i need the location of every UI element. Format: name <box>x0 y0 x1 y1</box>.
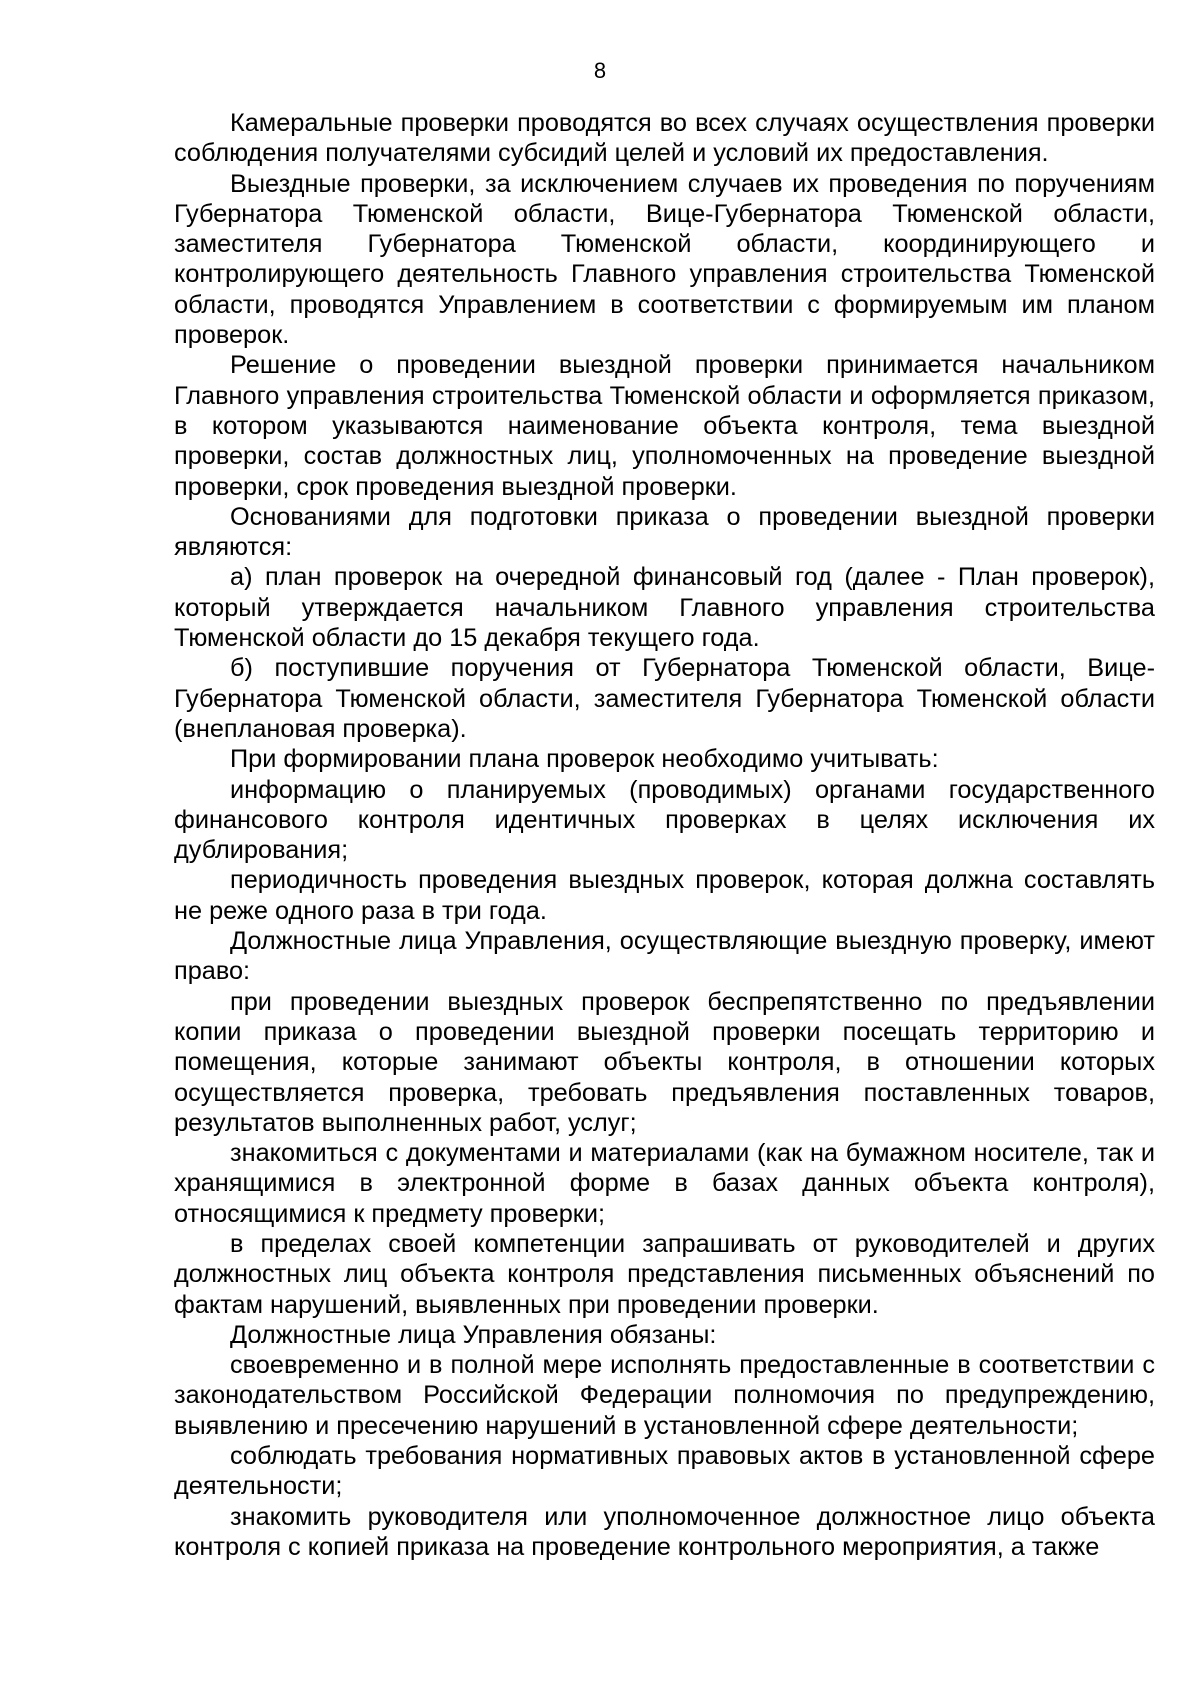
paragraph-officials-duties: Должностные лица Управления обязаны: <box>230 1320 717 1349</box>
paragraph-audit-decision: Решение о проведении выездной проверки принимается начальником Главного управления строительства Тюменской области и оформляется приказом, в котором указываются наименование объекта контроля, тема выездной проверки, состав должностных лиц, уполномоченных на проведение выездной проверки, срок проведения выездной проверки. <box>174 351 1155 501</box>
paragraph-officials-rights: Должностные лица Управления, осуществляющие выездную проверку, имеют право: <box>174 927 1155 986</box>
paragraph-field-audits: Выездные проверки, за исключением случаев их проведения по поручениям Губернатора Тюменской области, Вице-Губернатора Тюменской области, заместителя Губернатора Тюменской области, координирующего и контролирующего деятельность Главного управления строительства Тюменской области, проводятся Управлением в соответствии с формируемым им планом проверок. <box>174 169 1155 350</box>
paragraph-consider-info: информацию о планируемых (проводимых) органами государственного финансового контроля идентичных проверках в целях исключения их дублирования; <box>174 775 1155 865</box>
paragraph-plan-considerations: При формировании плана проверок необходимо учитывать: <box>230 745 939 774</box>
paragraph-right-documents: знакомиться с документами и материалами (как на бумажном носителе, так и хранящимися в электронной форме в базах данных объекта контроля), относящимися к предмету проверки; <box>174 1139 1155 1228</box>
paragraph-order-grounds: Основаниями для подготовки приказа о проведении выездной проверки являются: <box>174 502 1155 562</box>
paragraph-duty-acquaint: знакомить руководителя или уполномоченное должностное лицо объекта контроля с копией приказа на проведение контрольного мероприятия, а также <box>174 1502 1155 1561</box>
paragraph-right-access: при проведении выездных проверок беспрепятственно по предъявлении копии приказа о проведении выездной проверки посещать территорию и помещения, которые занимают объекты контроля, в отношении которых осуществляется проверка, требовать предъявления поставленных товаров, результатов выполненных работ, услуг; <box>174 987 1155 1137</box>
paragraph-ground-b: б) поступившие поручения от Губернатора Тюменской области, Вице-Губернатора Тюменской области, заместителя Губернатора Тюменской области (внеплановая проверка). <box>174 654 1155 743</box>
paragraph-ground-a: а) план проверок на очередной финансовый год (далее - План проверок), который утверждается начальником Главного управления строительства Тюменской области до 15 декабря текущего года. <box>174 563 1155 653</box>
paragraph-consider-frequency: периодичность проведения выездных проверок, которая должна составлять не реже одного раза в три года. <box>174 866 1155 925</box>
paragraph-desk-audits: Камеральные проверки проводятся во всех случаях осуществления проверки соблюдения получателями субсидий целей и условий их предоставления. <box>174 109 1155 168</box>
paragraph-right-explanations: в пределах своей компетенции запрашивать от руководителей и других должностных лиц объекта контроля представления письменных объяснений по фактам нарушений, выявленных при проведении проверки. <box>174 1229 1155 1319</box>
document-body <box>174 108 1155 1562</box>
paragraph-duty-powers: своевременно и в полной мере исполнять предоставленные в соответствии с законодательством Российской Федерации полномочия по предупреждению, выявлению и пресечению нарушений в установленной сфере деятельности; <box>174 1351 1155 1440</box>
page-number: 8 <box>593 58 607 83</box>
paragraph-duty-compliance: соблюдать требования нормативных правовых актов в установленной сфере деятельности; <box>174 1442 1155 1501</box>
